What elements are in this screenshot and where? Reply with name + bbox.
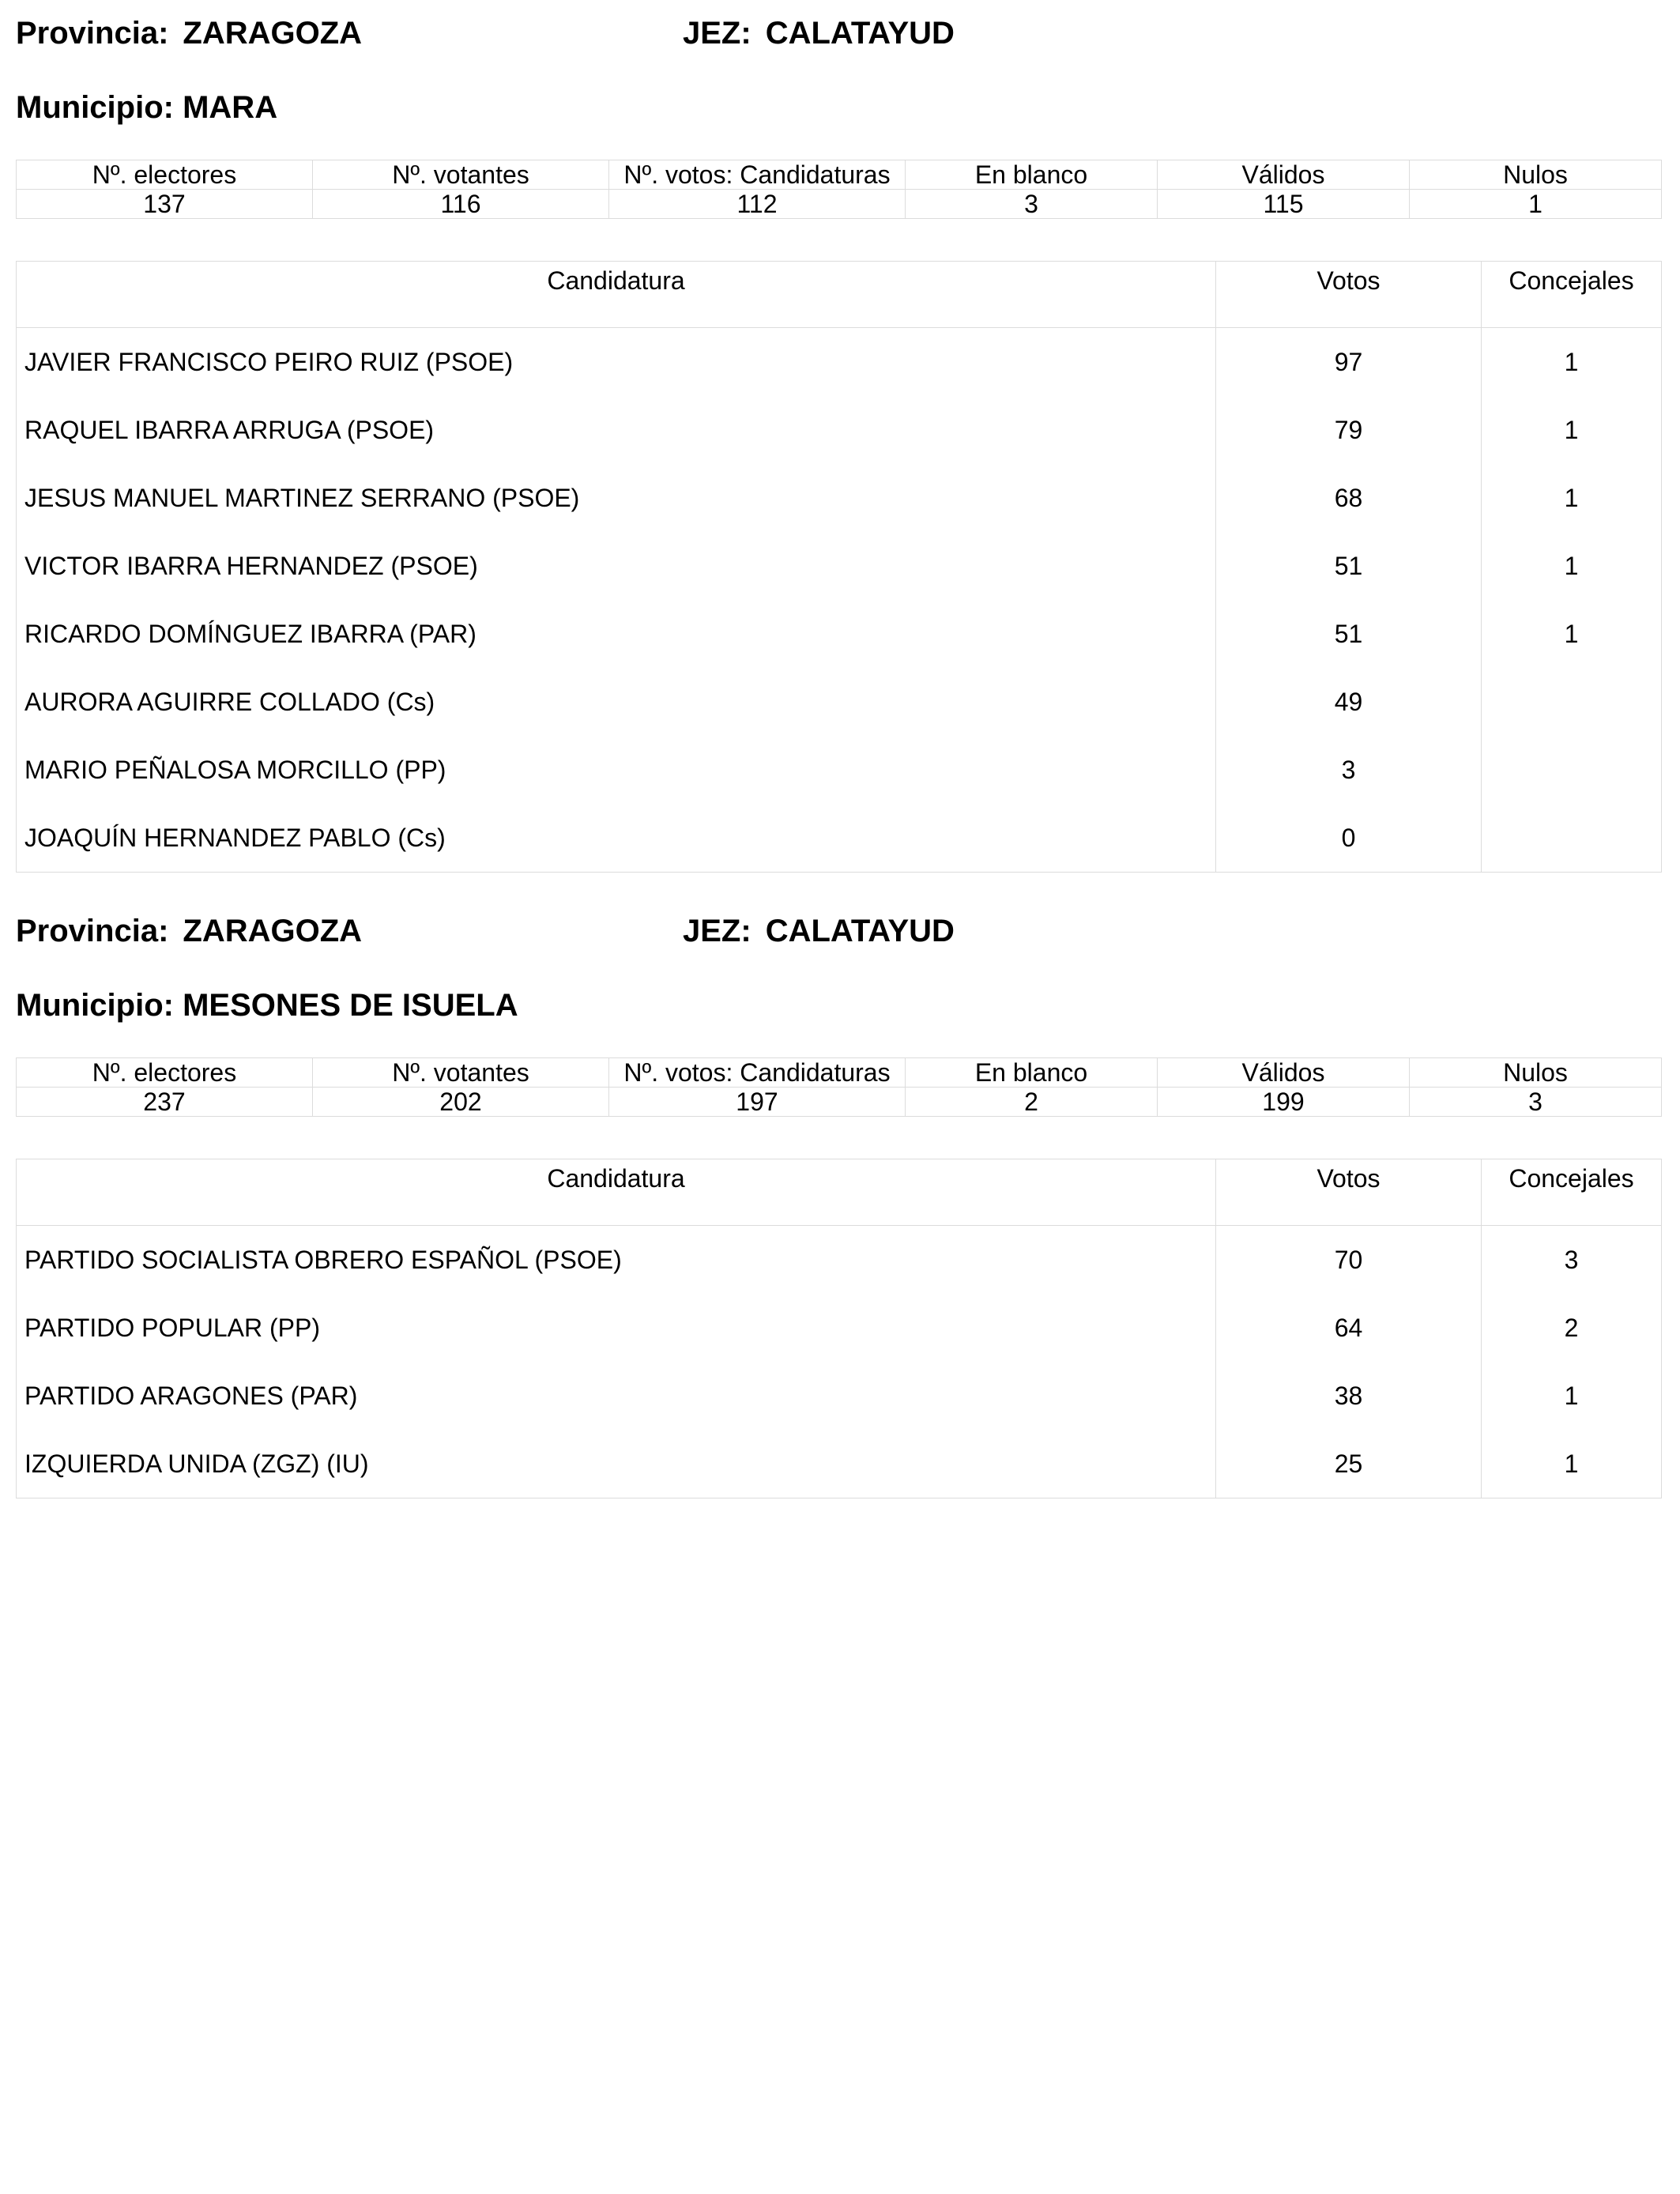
- jez-label: JEZ:: [683, 16, 751, 51]
- jez-label: JEZ:: [683, 914, 751, 948]
- summary-header-row: [17, 1058, 1662, 1088]
- summary-value-row: [17, 190, 1662, 219]
- summary-header-electores: Nº. electores: [17, 1058, 313, 1088]
- candidatura-name: PARTIDO SOCIALISTA OBRERO ESPAÑOL (PSOE): [17, 1226, 1216, 1295]
- candidatura-concejales: [1482, 668, 1662, 736]
- candidatura-name: JOAQUÍN HERNANDEZ PABLO (Cs): [17, 804, 1216, 873]
- summary-table: [16, 1057, 1662, 1117]
- candidatura-concejales: 1: [1482, 328, 1662, 397]
- summary-header-nulos: Nulos: [1410, 1058, 1662, 1088]
- jez-heading: [683, 914, 955, 949]
- candidatura-name: PARTIDO POPULAR (PP): [17, 1294, 1216, 1362]
- candidatura-concejales: 1: [1482, 1362, 1662, 1430]
- summary-value-votantes: 202: [313, 1088, 609, 1117]
- municipio-label: Municipio:: [16, 988, 174, 1023]
- candidatura-concejales: 1: [1482, 1430, 1662, 1498]
- summary-header-row: [17, 160, 1662, 190]
- table-row: [17, 736, 1662, 804]
- jez-value: CALATAYUD: [765, 914, 955, 948]
- table-row: [17, 1362, 1662, 1430]
- candidatura-concejales: 2: [1482, 1294, 1662, 1362]
- provincia-label: Provincia:: [16, 914, 169, 948]
- table-row: [17, 1430, 1662, 1498]
- candidatura-votos: 3: [1216, 736, 1482, 804]
- candidatura-name: PARTIDO ARAGONES (PAR): [17, 1362, 1216, 1430]
- summary-header-validos: Válidos: [1158, 160, 1410, 190]
- summary-value-validos: 115: [1158, 190, 1410, 219]
- summary-header-en-blanco: En blanco: [906, 1058, 1158, 1088]
- candidatura-name: RAQUEL IBARRA ARRUGA (PSOE): [17, 396, 1216, 464]
- candidatura-name: JAVIER FRANCISCO PEIRO RUIZ (PSOE): [17, 328, 1216, 397]
- results-table: [16, 1159, 1662, 1498]
- table-row: [17, 804, 1662, 873]
- candidatura-concejales: 3: [1482, 1226, 1662, 1295]
- summary-value-electores: 237: [17, 1088, 313, 1117]
- table-row: [17, 600, 1662, 668]
- summary-header-votantes: Nº. votantes: [313, 160, 609, 190]
- candidatura-concejales: 1: [1482, 600, 1662, 668]
- candidatura-name: RICARDO DOMÍNGUEZ IBARRA (PAR): [17, 600, 1216, 668]
- jez-heading: [683, 16, 955, 51]
- candidatura-name: IZQUIERDA UNIDA (ZGZ) (IU): [17, 1430, 1216, 1498]
- table-row: [17, 328, 1662, 397]
- results-header-row: [17, 1159, 1662, 1226]
- summary-value-nulos: 3: [1410, 1088, 1662, 1117]
- candidatura-concejales: 1: [1482, 464, 1662, 532]
- municipio-heading: [16, 90, 277, 126]
- candidatura-concejales: [1482, 736, 1662, 804]
- header-candidatura: Candidatura: [17, 262, 1216, 328]
- header-votos: Votos: [1216, 1159, 1482, 1226]
- summary-header-en-blanco: En blanco: [906, 160, 1158, 190]
- candidatura-votos: 68: [1216, 464, 1482, 532]
- summary-value-validos: 199: [1158, 1088, 1410, 1117]
- table-row: [17, 532, 1662, 600]
- provincia-heading: [16, 914, 362, 949]
- provincia-value: ZARAGOZA: [183, 914, 363, 948]
- candidatura-votos: 25: [1216, 1430, 1482, 1498]
- summary-value-nulos: 1: [1410, 190, 1662, 219]
- summary-value-votos-candidaturas: 112: [609, 190, 906, 219]
- candidatura-name: JESUS MANUEL MARTINEZ SERRANO (PSOE): [17, 464, 1216, 532]
- table-row: [17, 396, 1662, 464]
- summary-value-en-blanco: 3: [906, 190, 1158, 219]
- candidatura-name: VICTOR IBARRA HERNANDEZ (PSOE): [17, 532, 1216, 600]
- candidatura-concejales: [1482, 804, 1662, 873]
- header-votos: Votos: [1216, 262, 1482, 328]
- summary-value-votos-candidaturas: 197: [609, 1088, 906, 1117]
- candidatura-votos: 38: [1216, 1362, 1482, 1430]
- municipio-label: Municipio:: [16, 90, 174, 125]
- summary-header-votantes: Nº. votantes: [313, 1058, 609, 1088]
- candidatura-votos: 49: [1216, 668, 1482, 736]
- summary-header-electores: Nº. electores: [17, 160, 313, 190]
- candidatura-votos: 97: [1216, 328, 1482, 397]
- candidatura-votos: 64: [1216, 1294, 1482, 1362]
- provincia-heading: [16, 16, 362, 51]
- candidatura-concejales: 1: [1482, 396, 1662, 464]
- header-concejales: Concejales: [1482, 262, 1662, 328]
- candidatura-name: AURORA AGUIRRE COLLADO (Cs): [17, 668, 1216, 736]
- summary-value-en-blanco: 2: [906, 1088, 1158, 1117]
- table-row: [17, 464, 1662, 532]
- summary-value-votantes: 116: [313, 190, 609, 219]
- candidatura-votos: 70: [1216, 1226, 1482, 1295]
- municipio-value: MARA: [183, 90, 278, 125]
- candidatura-votos: 0: [1216, 804, 1482, 873]
- provincia-label: Provincia:: [16, 16, 169, 51]
- municipio-heading: [16, 988, 518, 1023]
- summary-header-nulos: Nulos: [1410, 160, 1662, 190]
- candidatura-votos: 51: [1216, 532, 1482, 600]
- summary-value-row: [17, 1088, 1662, 1117]
- candidatura-name: MARIO PEÑALOSA MORCILLO (PP): [17, 736, 1216, 804]
- table-row: [17, 1294, 1662, 1362]
- candidatura-votos: 51: [1216, 600, 1482, 668]
- header-candidatura: Candidatura: [17, 1159, 1216, 1226]
- summary-header-votos-candidaturas: Nº. votos: Candidaturas: [609, 160, 906, 190]
- summary-header-validos: Válidos: [1158, 1058, 1410, 1088]
- provincia-value: ZARAGOZA: [183, 16, 363, 51]
- candidatura-votos: 79: [1216, 396, 1482, 464]
- results-table: [16, 261, 1662, 873]
- summary-table: [16, 160, 1662, 219]
- table-row: [17, 1226, 1662, 1295]
- candidatura-concejales: 1: [1482, 532, 1662, 600]
- municipio-value: MESONES DE ISUELA: [183, 988, 518, 1023]
- summary-header-votos-candidaturas: Nº. votos: Candidaturas: [609, 1058, 906, 1088]
- jez-value: CALATAYUD: [765, 16, 955, 51]
- table-row: [17, 668, 1662, 736]
- results-header-row: [17, 262, 1662, 328]
- header-concejales: Concejales: [1482, 1159, 1662, 1226]
- summary-value-electores: 137: [17, 190, 313, 219]
